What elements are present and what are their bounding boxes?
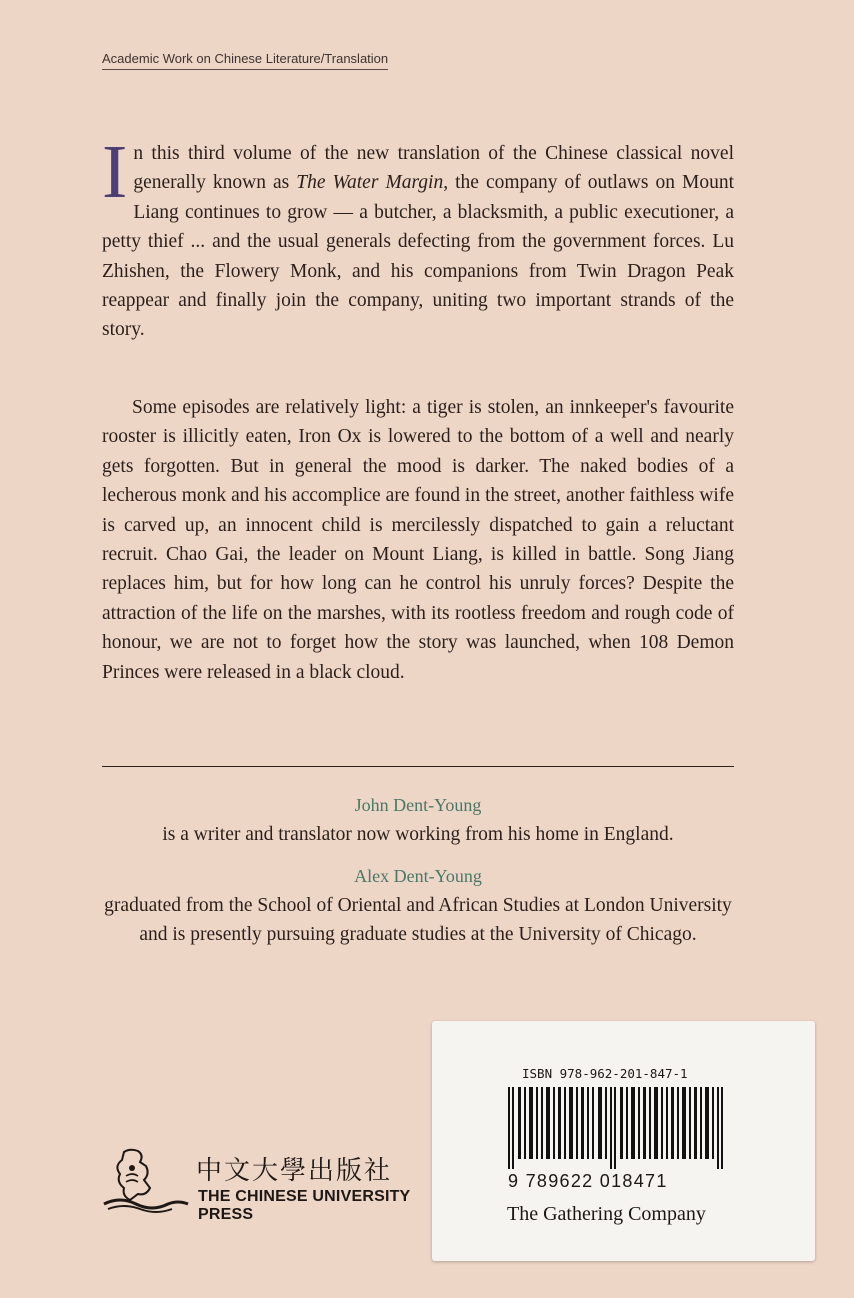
blurb-p1-end: , the company of outlaws on Mount Liang continues to grow — a butcher, a blacksmith, a public executioner, a petty thief ... and the usual generals defecting from the government forces. Lu Zhishen, the Flowery Monk, and his companions from Twin Dragon Peak reappear and finally join the company, uniting two important strands of the story.	[102, 172, 734, 341]
author-description: is a writer and translator now working from his home in England.	[162, 824, 674, 845]
author-name: John Dent-Young	[354, 795, 482, 815]
book-title: The Water Margin	[296, 172, 444, 194]
blurb-paragraph-1	[102, 130, 734, 345]
divider	[102, 766, 734, 767]
isbn-sticker	[432, 1021, 815, 1261]
barcode-icon	[506, 1087, 738, 1171]
university-crest-icon	[100, 1146, 192, 1214]
distributor-name: The Gathering Company	[507, 1203, 706, 1225]
series-label: Academic Work on Chinese Literature/Translation	[102, 51, 388, 70]
author-name: Alex Dent-Young	[354, 866, 482, 886]
author-bio-1	[102, 791, 734, 849]
publisher-name-english: THE CHINESE UNIVERSITY PRESS	[198, 1188, 411, 1223]
blurb-paragraph-2: Some episodes are relatively light: a tiger is stolen, an innkeeper's favourite rooster is illicitly eaten, Iron Ox is lowered to the bottom of a well and nearly gets forgotten. But in general the mood is darker. The naked bodies of a lecherous monk and his accomplice are found in the street, another faithless wife is carved up, an innocent child is mercilessly dispatched to gain a reluctant recruit. Chao Gai, the leader on Mount Liang, is killed in battle. Song Jiang replaces him, but for how long can he control his unruly forces? Despite the attraction of the life on the marshes, with its rootless freedom and rough code of honour, we are not to forget how the story was launched, when 108 Demon Princes were released in a black cloud.	[102, 397, 734, 683]
barcode-digits: 9 789622 018471	[508, 1171, 668, 1191]
author-bio-2	[102, 862, 734, 949]
publisher-logo	[100, 1146, 420, 1223]
isbn-number: ISBN 978-962-201-847-1	[522, 1066, 688, 1081]
author-description: graduated from the School of Oriental and African Studies at London University and is presently pursuing graduate studies at the University of Chicago.	[104, 895, 732, 945]
publisher-name-chinese: 中文大學出版社	[196, 1156, 393, 1186]
blurb-p1-start: In this third volume of the new translation of the Chinese classical novel generally known as	[102, 130, 734, 214]
